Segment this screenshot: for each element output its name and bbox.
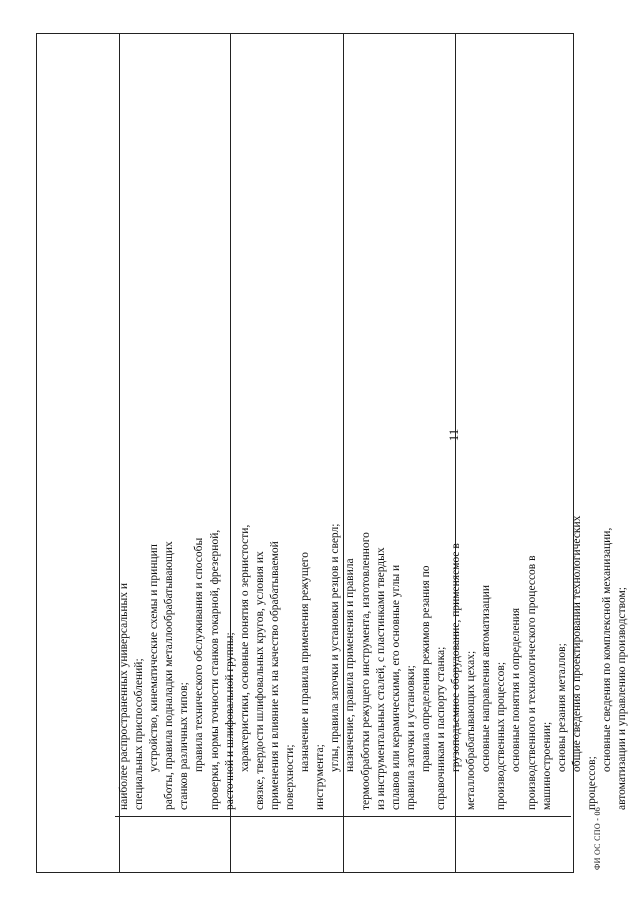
content-line: грузоподъемное оборудование, применяемое в <box>450 543 463 772</box>
content-line: углы, правила заточки и установки резцов и сверл; <box>329 523 342 772</box>
content-cell <box>115 377 629 817</box>
content-line: справочникам и паспорту станка; <box>434 646 447 810</box>
content-line: машиностроении; <box>540 721 553 810</box>
page-number: 11 <box>446 428 461 442</box>
content-line: основные сведения по комплексной механизации, <box>601 527 613 772</box>
content-line: термообработки режущего инструмента, изготовленного <box>359 532 372 810</box>
content-line: характеристики, основные понятия о зернистости, <box>238 524 251 772</box>
content-line: наиболее распространенных универсальных и <box>118 583 130 810</box>
content-line: правила заточки и установки; <box>404 665 417 810</box>
content-line: назначение, правила применения и правила <box>344 558 357 772</box>
content-line: устройство, кинематические схемы и принцип <box>148 544 161 772</box>
content-line: специальных приспособлений; <box>133 658 146 810</box>
table-row <box>37 34 120 872</box>
content-line: поверхности; <box>284 744 297 810</box>
content-line: связке, твердости шлифовальных кругов, условия их <box>253 551 266 810</box>
content-line: основы резания металлов; <box>555 643 568 772</box>
content-line: работы, правила подналадки металлообрабатывающих <box>163 541 176 810</box>
content-line: инструмента; <box>314 744 327 810</box>
content-line: сплавов или керамическими, его основные углы и <box>389 564 402 810</box>
content-line: процессов; <box>585 756 598 810</box>
content-line: общие сведения о проектировании технологических <box>570 515 583 772</box>
content-line: автоматизации и управлению производством; <box>616 587 629 810</box>
content-line: проверки, нормы точности станков токарной, фрезерной, <box>208 529 221 810</box>
content-line: из инструментальных сталей, с пластинками твердых <box>374 547 387 810</box>
footer-code: ФИ ОС СПО - 06 <box>593 806 602 870</box>
content-line: применения и влияние их на качество обрабатываемой <box>268 541 281 810</box>
content-line: производственного и технологического процессов в <box>525 555 538 810</box>
content-line: правила определения режимов резания по <box>419 565 432 772</box>
content-line: основные понятия и определения <box>510 607 523 772</box>
content-line: расточной и шлифовальной группы; <box>223 632 236 810</box>
content-line: правила технического обслуживания и способы <box>193 537 206 772</box>
content-line: производственных процессов; <box>495 661 508 810</box>
content-line: станков различных типов; <box>178 682 191 810</box>
content-line: металлообрабатывающих цехах; <box>465 650 478 810</box>
content-line: назначение и правила применения режущего <box>299 552 312 772</box>
content-line: основные направления автоматизации <box>480 585 493 772</box>
